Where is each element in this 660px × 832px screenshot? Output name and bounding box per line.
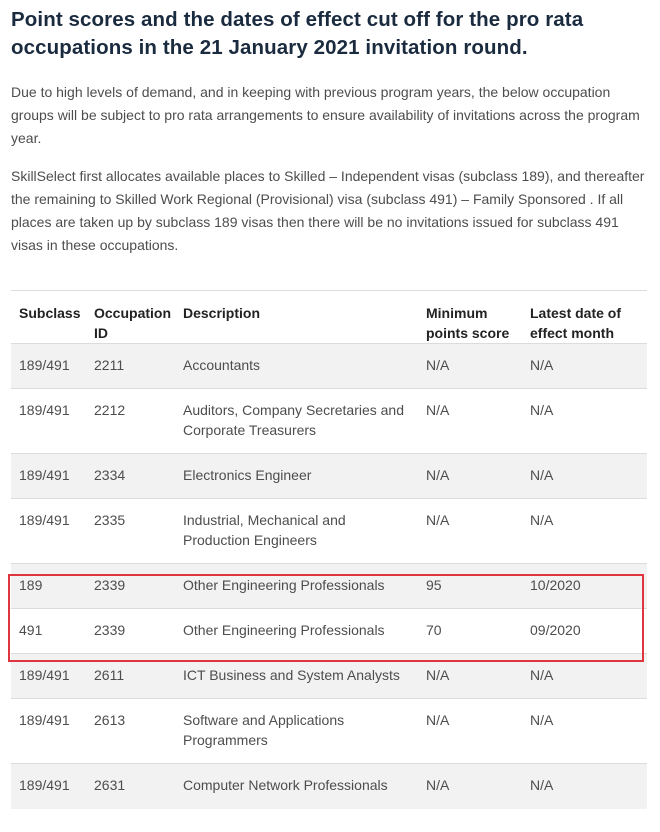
cell-latest-date: N/A [530, 712, 554, 728]
cell-latest-date: N/A [530, 777, 554, 793]
header-latest-date: Latest date of effect month [530, 305, 622, 341]
table-row [11, 764, 647, 809]
cell-min-points: N/A [426, 712, 450, 728]
cell-description: Other Engineering Professionals [183, 577, 385, 593]
header-description: Description [183, 305, 261, 321]
cell-latest-date: N/A [530, 357, 554, 373]
cell-min-points: N/A [426, 402, 450, 418]
table-row [11, 654, 647, 699]
cell-subclass: 189/491 [19, 777, 70, 793]
cell-subclass: 189/491 [19, 402, 70, 418]
table-row [11, 699, 647, 764]
cell-subclass: 189/491 [19, 467, 70, 483]
page-content [11, 0, 647, 793]
table-row-highlighted [11, 564, 647, 609]
cell-description: Other Engineering Professionals [183, 622, 385, 638]
intro-paragraph: Due to high levels of demand, and in keeping with previous program years, the below occupation groups will be subject to pro rata arrangements to ensure availability of invitations across the program year. [11, 84, 640, 146]
cell-subclass: 189 [19, 577, 43, 593]
cell-occupation-id: 2611 [94, 667, 125, 683]
cell-occupation-id: 2212 [94, 402, 126, 418]
cell-latest-date: N/A [530, 512, 554, 528]
cell-occupation-id: 2339 [94, 622, 126, 638]
cell-description: Software and Applications Programmers [183, 712, 345, 748]
header-min-points: Minimum points score [426, 305, 510, 341]
cell-min-points: N/A [426, 667, 450, 683]
cell-latest-date: 09/2020 [530, 622, 581, 638]
cell-min-points: N/A [426, 467, 450, 483]
cell-occupation-id: 2211 [94, 357, 125, 373]
pro-rata-table [11, 290, 647, 809]
table-header-row [11, 291, 647, 344]
table-row [11, 454, 647, 499]
cell-subclass: 189/491 [19, 667, 70, 683]
table-row [11, 344, 647, 389]
cell-subclass: 491 [19, 622, 43, 638]
page-title: Point scores and the dates of effect cut off for the pro rata occupations in the 21 January 2021 invitation round. [11, 8, 584, 59]
header-occupation-id: Occupation ID [94, 305, 172, 341]
cell-description: Industrial, Mechanical and Production Engineers [183, 512, 346, 548]
cell-occupation-id: 2335 [94, 512, 126, 528]
table-row [11, 499, 647, 564]
cell-subclass: 189/491 [19, 357, 70, 373]
table-row [11, 389, 647, 454]
table-row-highlighted [11, 609, 647, 654]
cell-occupation-id: 2339 [94, 577, 126, 593]
cell-min-points: N/A [426, 512, 450, 528]
cell-description: ICT Business and System Analysts [183, 667, 400, 683]
cell-latest-date: 10/2020 [530, 577, 581, 593]
cell-latest-date: N/A [530, 402, 554, 418]
cell-description: Auditors, Company Secretaries and Corporate Treasurers [183, 402, 404, 438]
header-subclass: Subclass [19, 305, 81, 321]
cell-occupation-id: 2334 [94, 467, 126, 483]
cell-occupation-id: 2631 [94, 777, 126, 793]
cell-min-points: 95 [426, 577, 442, 593]
cell-occupation-id: 2613 [94, 712, 126, 728]
cell-subclass: 189/491 [19, 512, 70, 528]
cell-description: Computer Network Professionals [183, 777, 388, 793]
cell-subclass: 189/491 [19, 712, 70, 728]
cell-latest-date: N/A [530, 667, 554, 683]
cell-description: Accountants [183, 357, 261, 373]
cell-latest-date: N/A [530, 467, 554, 483]
cell-description: Electronics Engineer [183, 467, 312, 483]
cell-min-points: N/A [426, 777, 450, 793]
cell-min-points: N/A [426, 357, 450, 373]
allocation-paragraph: SkillSelect first allocates available places to Skilled – Independent visas (subclass 189), and thereafter the remaining to Skilled Work Regional (Provisional) visa (subclass 491) – Family Sponsored . If all places are taken up by subclass 189 visas then there will be no invitations issued for subclass 491 visas in these occupations. [11, 168, 645, 253]
cell-min-points: 70 [426, 622, 442, 638]
